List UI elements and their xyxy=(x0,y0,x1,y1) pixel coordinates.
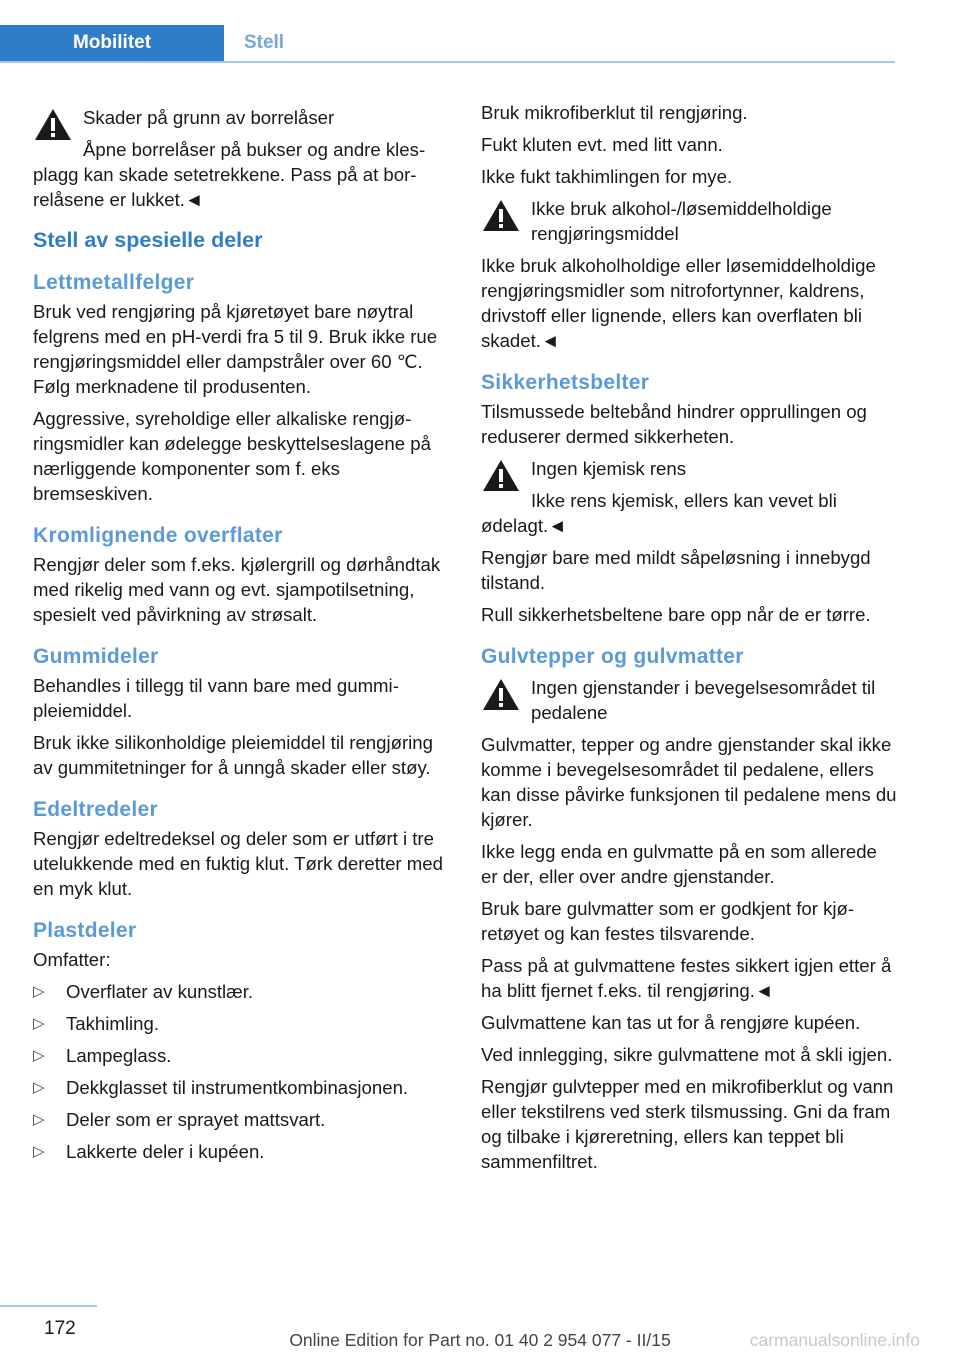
paragraph: Tilsmussede beltebånd hindrer opprullingen og reduserer dermed sikkerheten. xyxy=(481,401,867,447)
footer xyxy=(0,1330,960,1351)
paragraph: Fukt kluten evt. med litt vann. xyxy=(481,134,723,155)
plastdeler-list xyxy=(33,979,453,1164)
paragraph: Rengjør gulvtepper med en mikrofiberklut og vann eller tekstilrens ved sterk tilsmussing. Gni da fram og tilbake i kjøreretning, ellers kan teppet bli sammenfiltret. xyxy=(481,1076,894,1172)
list-item: ▷ Overflater av kunstlær. xyxy=(33,981,254,1002)
footer-edition-text: Online Edition for Part no. 01 40 2 954 077 - II/15 xyxy=(289,1330,671,1350)
warning-title: Ikke bruk alkohol-/løsemiddelholdige rengjøringsmiddel xyxy=(531,198,832,244)
triangle-bullet-icon: ▷ xyxy=(33,1079,45,1096)
list-item: ▷ Lakkerte deler i kupéen. xyxy=(33,1141,265,1162)
warning-solvents xyxy=(481,196,897,353)
list-item: ▷ Lampeglass. xyxy=(33,1045,172,1066)
subheading-lettmetallfelger: Lettmetallfelger xyxy=(33,271,195,294)
triangle-bullet-icon: ▷ xyxy=(33,1047,45,1064)
tab-mobilitet[interactable]: Mobilitet xyxy=(0,25,224,61)
subheading-krom: Kromlignende overflater xyxy=(33,524,283,547)
paragraph: Bruk ved rengjøring på kjøretøyet bare nøytral felgrens med en pH-verdi fra 5 til 9. Bruk ikke rue rengjøringsmiddel eller dampstråler over 60 ℃. Følg merknadene til produsenten. xyxy=(33,301,438,397)
paragraph: Gulvmattene kan tas ut for å rengjøre kupéen. xyxy=(481,1012,861,1033)
warning-body: Åpne borrelåser på bukser og andre klesplagg kan skade setetrekkene. Pass på at borrelåsene er lukket.◄ xyxy=(33,139,426,210)
warning-pedals xyxy=(481,675,897,832)
paragraph: Rengjør edeltredeksel og deler som er utført i tre utelukkende med en fuktig klut. Tørk deretter med en myk klut. xyxy=(33,828,443,899)
paragraph: Aggressive, syreholdige eller alkaliske rengjøringsmidler kan ødelegge beskyttelseslagene på nærliggende komponenter som f. eks bremseskiven. xyxy=(33,408,431,504)
header-tabbar xyxy=(0,25,895,63)
triangle-bullet-icon: ▷ xyxy=(33,1015,45,1032)
list-item: ▷ Dekkglasset til instrumentkombinasjonen. xyxy=(33,1077,409,1098)
page-number: 172 xyxy=(44,1318,76,1339)
page-number-rule xyxy=(0,1305,97,1307)
paragraph: Bruk ikke silikonholdige pleiemiddel til rengjøring av gummitetninger for å unngå skader eller støy. xyxy=(33,732,433,778)
warning-velcro xyxy=(33,105,453,212)
paragraph: Ved innlegging, sikre gulvmattene mot å skli igjen. xyxy=(481,1044,893,1065)
subheading-sikkerhetsbelter: Sikkerhetsbelter xyxy=(481,371,650,394)
tab-stell[interactable]: Stell xyxy=(243,32,285,53)
warning-body: Ikke bruk alkoholholdige eller løsemiddelholdige rengjøringsmidler som nitrofortynner, kaldrens, drivstoff eller lignende, ellers kan overflaten bli skadet.◄ xyxy=(481,255,876,351)
paragraph: Rengjør deler som f.eks. kjølergrill og dørhåndtak med rikelig med vann og evt. sjampotilsetning, spesielt ved påvirkning av strøsalt. xyxy=(33,554,441,625)
subheading-gulvtepper: Gulvtepper og gulvmatter xyxy=(481,645,744,668)
warning-title: Skader på grunn av borrelåser xyxy=(83,107,335,128)
warning-icon xyxy=(481,198,521,233)
paragraph: Bruk bare gulvmatter som er godkjent for kjøretøyet og kan festes tilsvarende. xyxy=(481,898,855,944)
subheading-edeltredeler: Edeltredeler xyxy=(33,798,158,821)
warning-chemical-cleaning xyxy=(481,456,897,538)
triangle-bullet-icon: ▷ xyxy=(33,983,45,1000)
warning-title: Ingen gjenstander i bevegelsesområdet til pedalene xyxy=(531,677,876,723)
subheading-plastdeler: Plastdeler xyxy=(33,919,137,942)
section-heading: Stell av spesielle deler xyxy=(33,228,263,252)
paragraph: Ikke legg enda en gulvmatte på en som allerede er der, eller over andre gjenstander. xyxy=(481,841,877,887)
paragraph: Bruk mikrofiberklut til rengjøring. xyxy=(481,102,748,123)
warning-body: Gulvmatter, tepper og andre gjenstander skal ikke komme i bevegelsesområdet til pedalene, ellers kan disse påvirke funksjonen til pedalene mens du kjører. xyxy=(481,734,897,830)
warning-icon xyxy=(481,677,521,712)
paragraph: Pass på at gulvmattene festes sikkert igjen etter å ha blitt fjernet f.eks. til rengjøring.◄ xyxy=(481,955,892,1001)
warning-icon xyxy=(481,458,521,493)
subheading-gummideler: Gummideler xyxy=(33,645,159,668)
paragraph: Rull sikkerhetsbeltene bare opp når de er tørre. xyxy=(481,604,871,625)
triangle-bullet-icon: ▷ xyxy=(33,1143,45,1160)
paragraph: Behandles i tillegg til vann bare med gummipleiemiddel. xyxy=(33,675,399,721)
paragraph: Ikke fukt takhimlingen for mye. xyxy=(481,166,733,187)
triangle-bullet-icon: ▷ xyxy=(33,1111,45,1128)
watermark: carmanualsonline.info xyxy=(749,1330,920,1350)
list-item: ▷ Takhimling. xyxy=(33,1013,160,1034)
paragraph: Omfatter: xyxy=(33,949,111,970)
list-item: ▷ Deler som er sprayet mattsvart. xyxy=(33,1109,326,1130)
warning-title: Ingen kjemisk rens xyxy=(531,458,687,479)
paragraph: Rengjør bare med mildt såpeløsning i innebygd tilstand. xyxy=(481,547,871,593)
warning-icon xyxy=(33,107,73,142)
left-column xyxy=(33,100,453,1171)
right-column xyxy=(481,100,897,1181)
warning-body: Ikke rens kjemisk, ellers kan vevet bli ødelagt.◄ xyxy=(481,490,837,536)
